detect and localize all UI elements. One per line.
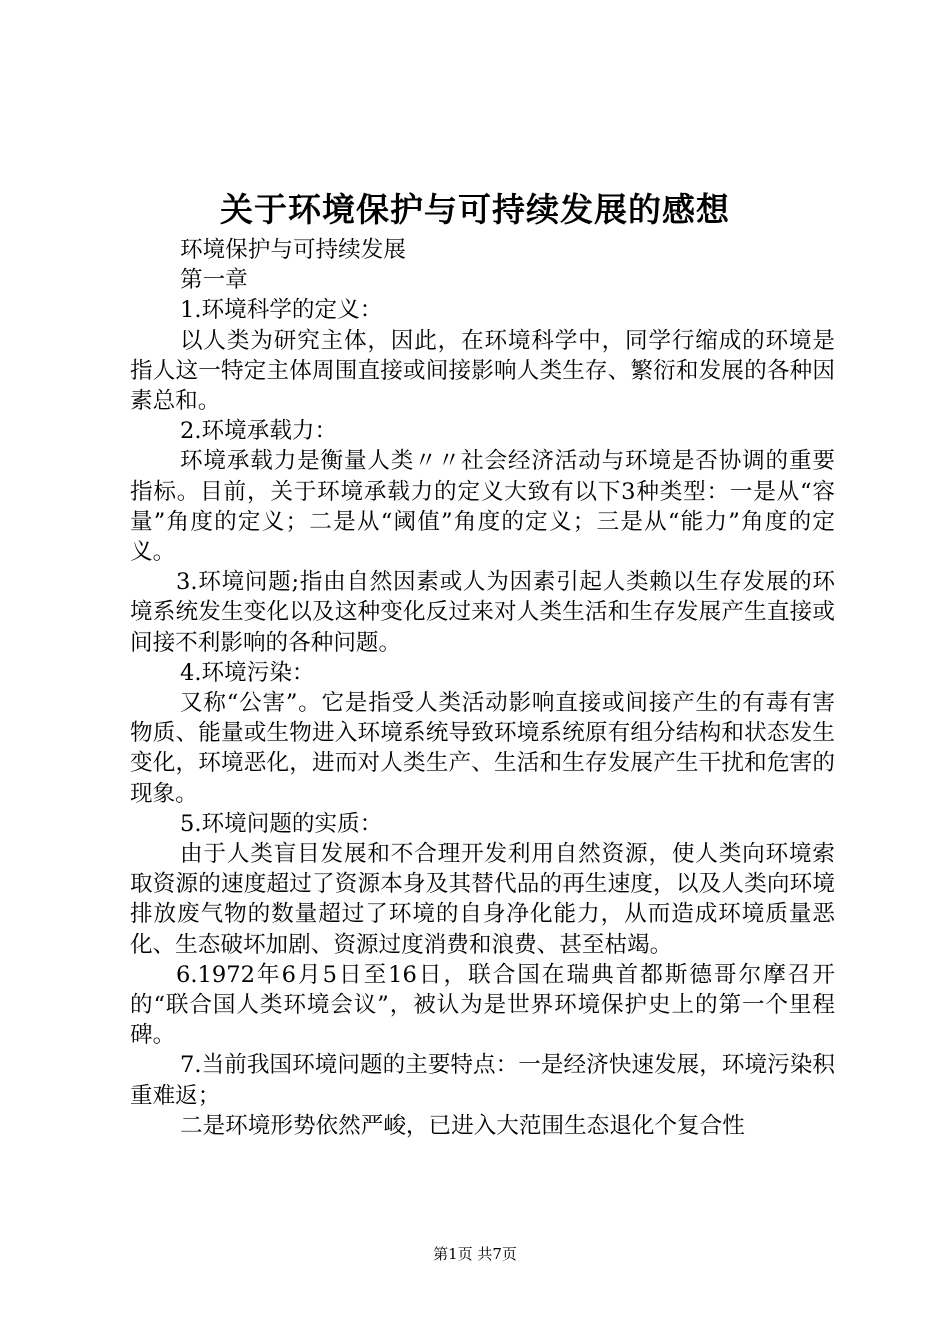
document-title: 关于环境保护与可持续发展的感想: [220, 190, 730, 229]
paragraph-body-8: 二是环境形势依然严峻，已进入大范围生态退化个复合性: [180, 1112, 745, 1139]
paragraph-subtitle: 环境保护与可持续发展: [180, 237, 406, 263]
paragraph-body-6: 6.1972年6月5日至16日，联合国在瑞典首都斯德哥尔摩召开的“联合国人类环境会议”，被认为是世界环境保护史上的第一个里程碑。: [130, 961, 835, 1049]
page-footer: 第1页 共7页: [433, 1245, 517, 1263]
paragraph-heading-2: 2.环境承载力：: [180, 418, 338, 445]
document-body: [130, 235, 835, 1141]
paragraph-body-3: 3.环境问题;指由自然因素或人为因素引起人类赖以生存发展的环境系统发生变化以及这种变化反过来对人类生活和生存发展产生直接或间接不利影响的各种问题。: [130, 569, 835, 656]
paragraph-body-7: 7.当前我国环境问题的主要特点：一是经济快速发展，环境污染积重难返；: [130, 1052, 835, 1109]
paragraph-heading-5: 5.环境问题的实质：: [180, 810, 383, 837]
paragraph-heading-1: 1.环境科学的定义：: [180, 297, 383, 324]
paragraph-body-2: 环境承载力是衡量人类〃〃社会经济活动与环境是否协调的重要指标。目前，关于环境承载力的定义大致有以下3种类型：一是从“容量”角度的定义；二是从“阈值”角度的定义；三是从“能力”角度的定义。: [130, 448, 835, 566]
paragraph-heading-4: 4.环境污染：: [180, 659, 315, 686]
paragraph-body-5: 由于人类盲目发展和不合理开发利用自然资源，使人类向环境索取资源的速度超过了资源本身及其替代品的再生速度，以及人类向环境排放废气物的数量超过了环境的自身净化能力，从而造成环境质量恶化、生态破坏加剧、资源过度消费和浪费、甚至枯竭。: [130, 841, 835, 958]
paragraph-chapter: 第一章: [180, 267, 248, 294]
paragraph-body-1: 以人类为研究主体，因此，在环境科学中，同学行缩成的环境是指人这一特定主体周围直接或间接影响人类生存、繁衍和发展的各种因素总和。: [130, 327, 835, 415]
paragraph-body-4: 又称“公害”。它是指受人类活动影响直接或间接产生的有毒有害物质、能量或生物进入环境系统导致环境系统原有组分结构和状态发生变化，环境恶化，进而对人类生产、生活和生存发展产生干扰和危害的现象。: [130, 690, 835, 807]
